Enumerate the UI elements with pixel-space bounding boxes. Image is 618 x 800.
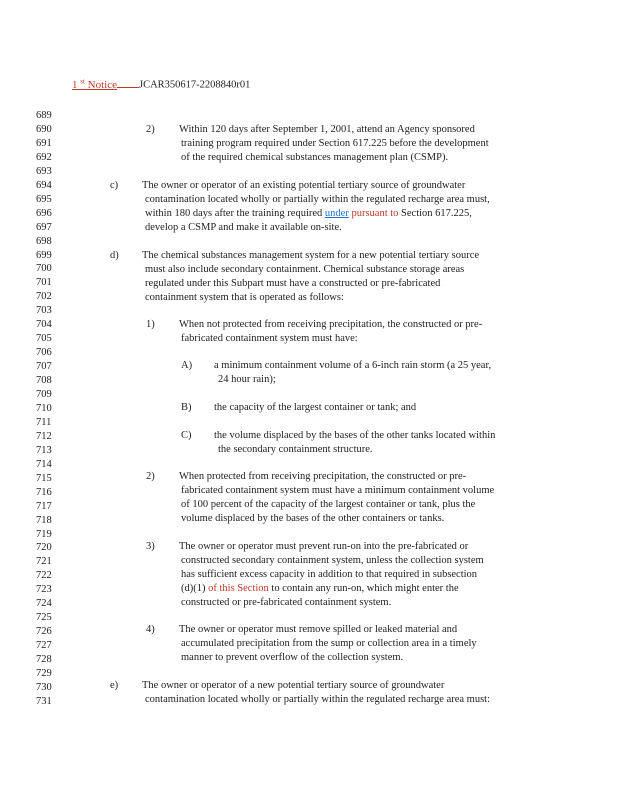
line-number: 699 [36, 249, 52, 261]
line-number: 697 [36, 221, 52, 233]
line-number: 728 [36, 654, 52, 666]
item-marker: c) [110, 180, 119, 191]
text-line: manner to prevent overflow of the collection system. [181, 652, 404, 663]
text-line: fabricated containment system must have a minimum containment volume [181, 485, 495, 496]
line-number: 719 [36, 528, 52, 540]
line-number: 694 [36, 179, 52, 191]
line-number: 692 [36, 151, 52, 163]
line-number: 711 [36, 416, 52, 428]
line-number: 714 [36, 458, 52, 470]
item-marker: d) [110, 250, 119, 261]
text-line: fabricated containment system must have: [181, 333, 358, 344]
text-line: the volume displaced by the bases of the other tanks located within [214, 430, 496, 441]
line-number: 716 [36, 486, 52, 498]
line-number: 693 [36, 165, 52, 177]
line-number: 704 [36, 319, 52, 331]
item-marker: 3) [146, 541, 155, 552]
text-line: training program required under Section 617.225 before the development [181, 138, 489, 149]
text-line: 24 hour rain); [218, 374, 276, 385]
line-number: 691 [36, 137, 52, 149]
page-header [72, 77, 250, 91]
line-number: 701 [36, 277, 52, 289]
text-line: The owner or operator of a new potential tertiary source of groundwater [142, 680, 445, 691]
text-line: of 100 percent of the capacity of the largest container or tank, plus the [181, 499, 476, 510]
text-line: The owner or operator must prevent run-on into the pre-fabricated or [179, 541, 469, 552]
line-number: 698 [36, 235, 52, 247]
line-number: 726 [36, 626, 52, 638]
line-number: 702 [36, 291, 52, 303]
text-line: The owner or operator must remove spilled or leaked material and [179, 624, 458, 635]
text-line: The chemical substances management system for a new potential tertiary source [142, 250, 480, 261]
item-marker: 1) [146, 319, 155, 330]
line-number: 696 [36, 207, 52, 219]
text-line: regulated under this Subpart must have a constructed or pre-fabricated [145, 278, 441, 289]
text-line: containment system that is operated as follows: [145, 292, 344, 303]
deleted-text: of this Section [208, 583, 269, 594]
line-number: 731 [36, 695, 52, 707]
line-number: 689 [36, 110, 52, 121]
text-line: Within 120 days after September 1, 2001, attend an Agency sponsored [179, 124, 475, 135]
item-marker: C) [181, 430, 192, 441]
text-line: When protected from receiving precipitation, the constructed or pre- [179, 471, 467, 482]
line-number: 695 [36, 193, 52, 205]
line-number: 720 [36, 542, 52, 554]
line-number: 690 [36, 123, 52, 135]
line-number: 722 [36, 570, 52, 582]
line-number: 729 [36, 668, 52, 679]
line-number: 707 [36, 361, 52, 373]
line-number: 712 [36, 430, 52, 442]
line-number: 715 [36, 472, 52, 484]
text-line: must also include secondary containment. Chemical substance storage areas [145, 264, 465, 275]
line-number: 703 [36, 305, 52, 317]
line-number: 710 [36, 402, 52, 414]
item-marker: 2) [146, 124, 155, 135]
line-number: 700 [36, 263, 52, 275]
text-line: constructed secondary containment system, unless the collection system [181, 555, 484, 566]
item-marker: B) [181, 402, 192, 413]
line-number: 721 [36, 556, 52, 568]
line-number: 730 [36, 681, 52, 693]
text-line: The owner or operator of an existing potential tertiary source of groundwater [142, 180, 466, 191]
line-number: 724 [36, 598, 52, 610]
text-line: the secondary containment structure. [218, 444, 373, 455]
text-line-amended: (d)(1) of this Section to contain any run-on, which might enter the [181, 583, 459, 594]
deleted-text: pursuant to [351, 208, 399, 219]
text-line: develop a CSMP and make it available on-site. [145, 222, 342, 233]
line-number: 705 [36, 333, 52, 345]
line-number: 727 [36, 640, 52, 652]
text-line: contamination located wholly or partially within the regulated recharge area must: [145, 694, 491, 705]
text-line: accumulated precipitation from the sump or collection area in a timely [181, 638, 477, 649]
line-number: 709 [36, 389, 52, 400]
inserted-text: under [324, 208, 349, 219]
text-line: When not protected from receiving precipitation, the constructed or pre- [179, 319, 483, 330]
line-number: 708 [36, 375, 52, 387]
line-number: 718 [36, 514, 52, 526]
line-number: 723 [36, 584, 52, 596]
text-line: has sufficient excess capacity in addition to that required in subsection [181, 569, 478, 580]
line-number: 706 [36, 347, 52, 359]
text-line: a minimum containment volume of a 6-inch rain storm (a 25 year, [214, 360, 492, 371]
line-number: 713 [36, 444, 52, 456]
text-line: volume displaced by the bases of the other containers or tanks. [181, 513, 445, 524]
text-line-amended: within 180 days after the training required under pursuant to Section 617.225, [145, 208, 472, 219]
item-marker: 2) [146, 471, 155, 482]
text-line: constructed or pre-fabricated containment system. [181, 597, 392, 608]
text-line: of the required chemical substances management plan (CSMP). [181, 152, 449, 163]
notice-label: 1 $^{st}$ Notice [72, 77, 117, 91]
line-number: 725 [36, 612, 52, 624]
document-code: JCAR350617-2208840r01 [139, 79, 251, 91]
item-marker: e) [110, 680, 119, 691]
item-marker: A) [181, 360, 193, 371]
item-marker: 4) [146, 624, 155, 635]
text-line: the capacity of the largest container or tank; and [214, 402, 417, 413]
text-line: contamination located wholly or partially within the regulated recharge area must, [145, 194, 490, 205]
line-number: 717 [36, 500, 52, 512]
